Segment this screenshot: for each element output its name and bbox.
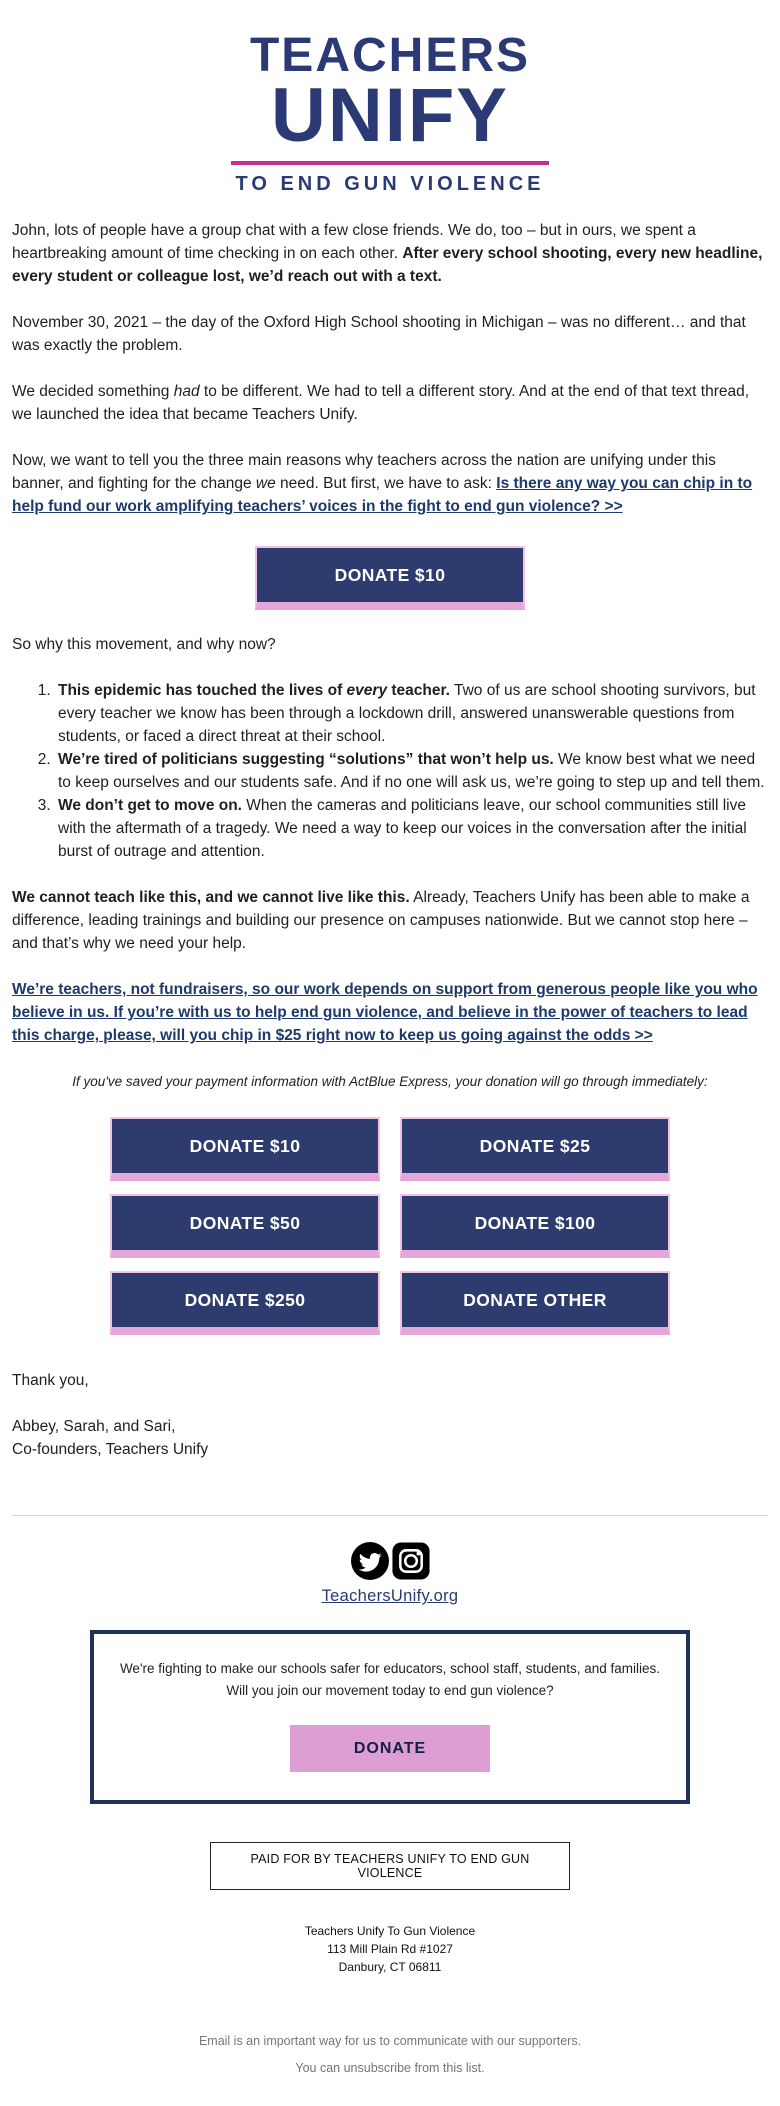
- footer-donate-button[interactable]: DONATE: [290, 1725, 490, 1772]
- signoff-thanks: Thank you,: [12, 1372, 89, 1390]
- intro-bold: After every school shooting, every new headline, every student or colleague lost, we’d reach out with a text.: [12, 245, 763, 286]
- donate-50-button[interactable]: DONATE $50: [110, 1194, 380, 1258]
- intro-text: John, lots of people have a group chat with a few close friends. We do, too – but in ours, we spent a heartbreaking amount of time checking in on each other.: [12, 222, 696, 263]
- email-note-line-2: You can unsubscribe from this list.: [295, 2061, 485, 2076]
- paragraph-three-reasons: [12, 449, 768, 518]
- donate-25-button[interactable]: DONATE $25: [400, 1117, 670, 1181]
- twitter-icon[interactable]: [351, 1542, 389, 1580]
- donate-100-button[interactable]: DONATE $100: [400, 1194, 670, 1258]
- reason-3-bold: We don’t get to move on.: [58, 797, 242, 815]
- donate-250-button[interactable]: DONATE $250: [110, 1271, 380, 1335]
- decided-pre: We decided something: [12, 383, 174, 401]
- reasons-mid: need. But first, we have to ask:: [275, 475, 497, 493]
- paragraph-cannot-teach: [12, 886, 768, 955]
- email-note-line-1: Email is an important way for us to communicate with our supporters.: [198, 2034, 582, 2049]
- address-city: Danbury, CT 06811: [338, 1960, 442, 1975]
- reason-1-bold-end: teacher.: [387, 682, 450, 700]
- signoff-names: Abbey, Sarah, and Sari,: [12, 1418, 176, 1436]
- chip-in-link[interactable]: Is there any way you can chip in to help fund our work amplifying teachers’ voices in the fight to end gun violence? >>: [12, 475, 753, 516]
- signoff-role: Co-founders, Teachers Unify: [12, 1441, 209, 1459]
- cta-line-1: We're fighting to make our schools safer for educators, school staff, students, and families.: [119, 1661, 661, 1677]
- address-org: Teachers Unify To Gun Violence: [304, 1924, 476, 1939]
- signoff: [12, 1369, 768, 1461]
- cannot-teach-bold: We cannot teach like this, and we cannot live like this.: [12, 889, 410, 907]
- footer-divider: [12, 1515, 768, 1516]
- logo: [0, 29, 780, 196]
- donate-10-button[interactable]: DONATE $10: [110, 1117, 380, 1181]
- logo-tagline: TO END GUN VIOLENCE: [235, 173, 545, 196]
- donate-button-grid: [110, 1117, 670, 1335]
- reason-item-1: [55, 679, 768, 748]
- logo-divider: [231, 161, 549, 165]
- social-links: [0, 1542, 780, 1580]
- paragraph-why: So why this movement, and why now?: [12, 636, 276, 654]
- cta-line-2: Will you join our movement today to end gun violence?: [226, 1682, 554, 1698]
- reason-item-2: [55, 748, 768, 794]
- email-footer: [0, 1515, 780, 2106]
- email-note: [0, 2028, 780, 2106]
- reasons-italic: we: [255, 475, 276, 493]
- reason-2-text: We know best what we need to keep ourselves and our students safe. And if no one will ask us, we’re going to step up and tell them.: [58, 751, 765, 792]
- paragraph-decided: [12, 380, 768, 426]
- chip-in-25-link[interactable]: We’re teachers, not fundraisers, so our work depends on support from generous people like you who believe in us. If you’re with us to help end gun violence, and believe in the power of teachers to lead this charge, please, will you chip in $25 right now to keep us going against the odds >>: [12, 981, 758, 1045]
- email-content: [0, 219, 780, 1461]
- address-street: 113 Mill Plain Rd #1027: [327, 1942, 453, 1957]
- actblue-express-note: If you've saved your payment information with ActBlue Express, your donation will go through immediately:: [72, 1074, 708, 1090]
- cannot-teach-text: Already, Teachers Unify has been able to make a difference, leading trainings and building our presence on campuses nationwide. But we cannot stop here – and that’s why we need your help.: [12, 889, 750, 953]
- decided-post: to be different. We had to tell a different story. And at the end of that text thread, we launched the idea that became Teachers Unify.: [12, 383, 750, 424]
- signoff-names-block: [12, 1415, 768, 1461]
- reason-1-bold-italic: every: [346, 682, 388, 700]
- reasons-list: [12, 679, 768, 863]
- site-link[interactable]: TeachersUnify.org: [321, 1587, 459, 1606]
- paragraph-oxford: November 30, 2021 – the day of the Oxford High School shooting in Michigan – was no different… and that was exactly the problem.: [12, 314, 746, 355]
- reasons-pre: Now, we want to tell you the three main reasons why teachers across the nation are unifying under this banner, and fighting for the change: [12, 452, 716, 493]
- reason-1-text: Two of us are school shooting survivors, but every teacher we know has been through a lockdown drill, answered unanswerable questions from students, or faced a direct threat at their school.: [58, 682, 756, 746]
- instagram-icon[interactable]: [392, 1542, 430, 1580]
- donate-10-hero-button[interactable]: DONATE $10: [255, 546, 525, 610]
- paragraph-intro: [12, 219, 768, 288]
- mailing-address: [0, 1922, 780, 1976]
- donate-other-button[interactable]: DONATE OTHER: [400, 1271, 670, 1335]
- reason-1-bold: This epidemic has touched the lives of: [58, 682, 347, 700]
- email-page: [0, 29, 780, 2106]
- reason-2-bold: We’re tired of politicians suggesting “solutions” that won’t help us.: [58, 751, 554, 769]
- reason-3-text: When the cameras and politicians leave, our school communities still live with the aftermath of a tragedy. We need a way to keep our voices in the conversation after the initial burst of outrage and attention.: [58, 797, 747, 861]
- reason-item-3: [55, 794, 768, 863]
- footer-cta-box: [90, 1630, 690, 1804]
- decided-italic: had: [173, 383, 200, 401]
- logo-word-teachers: TEACHERS: [249, 29, 531, 82]
- paragraph-ask-25: [12, 978, 768, 1047]
- paid-for-disclaimer: PAID FOR BY TEACHERS UNIFY TO END GUN VIOLENCE: [210, 1842, 570, 1890]
- logo-word-unify: UNIFY: [271, 73, 509, 158]
